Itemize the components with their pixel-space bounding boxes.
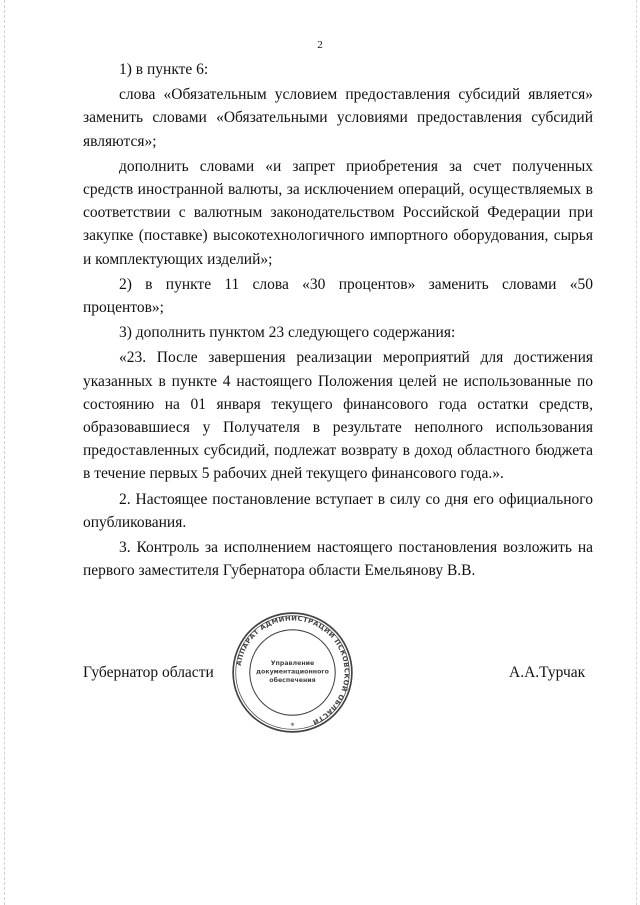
paragraph-3: дополнить словами «и запрет приобретения за счет полученных средств иностранной валюты, за исключением операций, осуществляемых в соответствии с валютным законодательством Российской Федерации при закупке (поставке) высокотехнологичного импортного оборудования, сырья и комплектующих изделий»; xyxy=(83,157,593,268)
stamp-center-line-3: обеспечения xyxy=(269,676,316,684)
stamp-ring-text: АППАРАТ АДМИНИСТРАЦИИ ПСКОВСКОЙ ОБЛАСТИ xyxy=(234,614,351,727)
signatory-name: А.А.Турчак xyxy=(509,664,586,681)
signatory-position: Губернатор области xyxy=(83,664,214,681)
paragraph-7: 2. Настоящее постановление вступает в силу со дня его официального опубликования. xyxy=(83,490,593,531)
paragraph-5: 3) дополнить пунктом 23 следующего содержания: xyxy=(119,324,456,342)
document-body xyxy=(83,58,593,582)
stamp-center-line-2: документационного xyxy=(256,668,329,676)
scan-edge-left xyxy=(4,0,6,905)
stamp-center-line-1: Управление xyxy=(270,660,315,668)
scan-edge-right xyxy=(635,0,637,905)
paragraph-2: слова «Обязательным условием предоставления субсидий является» заменить словами «Обязательными условиями предоставления субсидий являются»; xyxy=(83,86,593,150)
paragraph-1: 1) в пункте 6: xyxy=(119,61,209,78)
paragraph-4: 2) в пункте 11 слова «30 процентов» заменить словами «50 процентов»; xyxy=(83,275,593,317)
paragraph-6: «23. После завершения реализации мероприятий для достижения указанных в пункте 4 настоящего Положения целей не использованные по состоянию на 01 января текущего финансового года остатки средств, образовавшиеся у Получателя в результате неполного использования предоставленных субсидий, подлежат возврату в доход областного бюджета в течение первых 5 рабочих дней текущего финансового года.». xyxy=(83,349,593,483)
stamp-star: * xyxy=(290,720,295,731)
paragraph-8: 3. Контроль за исполнением настоящего постановления возложить на первого заместителя Губернатора области Емельянову В.В. xyxy=(83,539,593,580)
page-number: 2 xyxy=(317,39,323,51)
official-stamp xyxy=(230,610,355,735)
